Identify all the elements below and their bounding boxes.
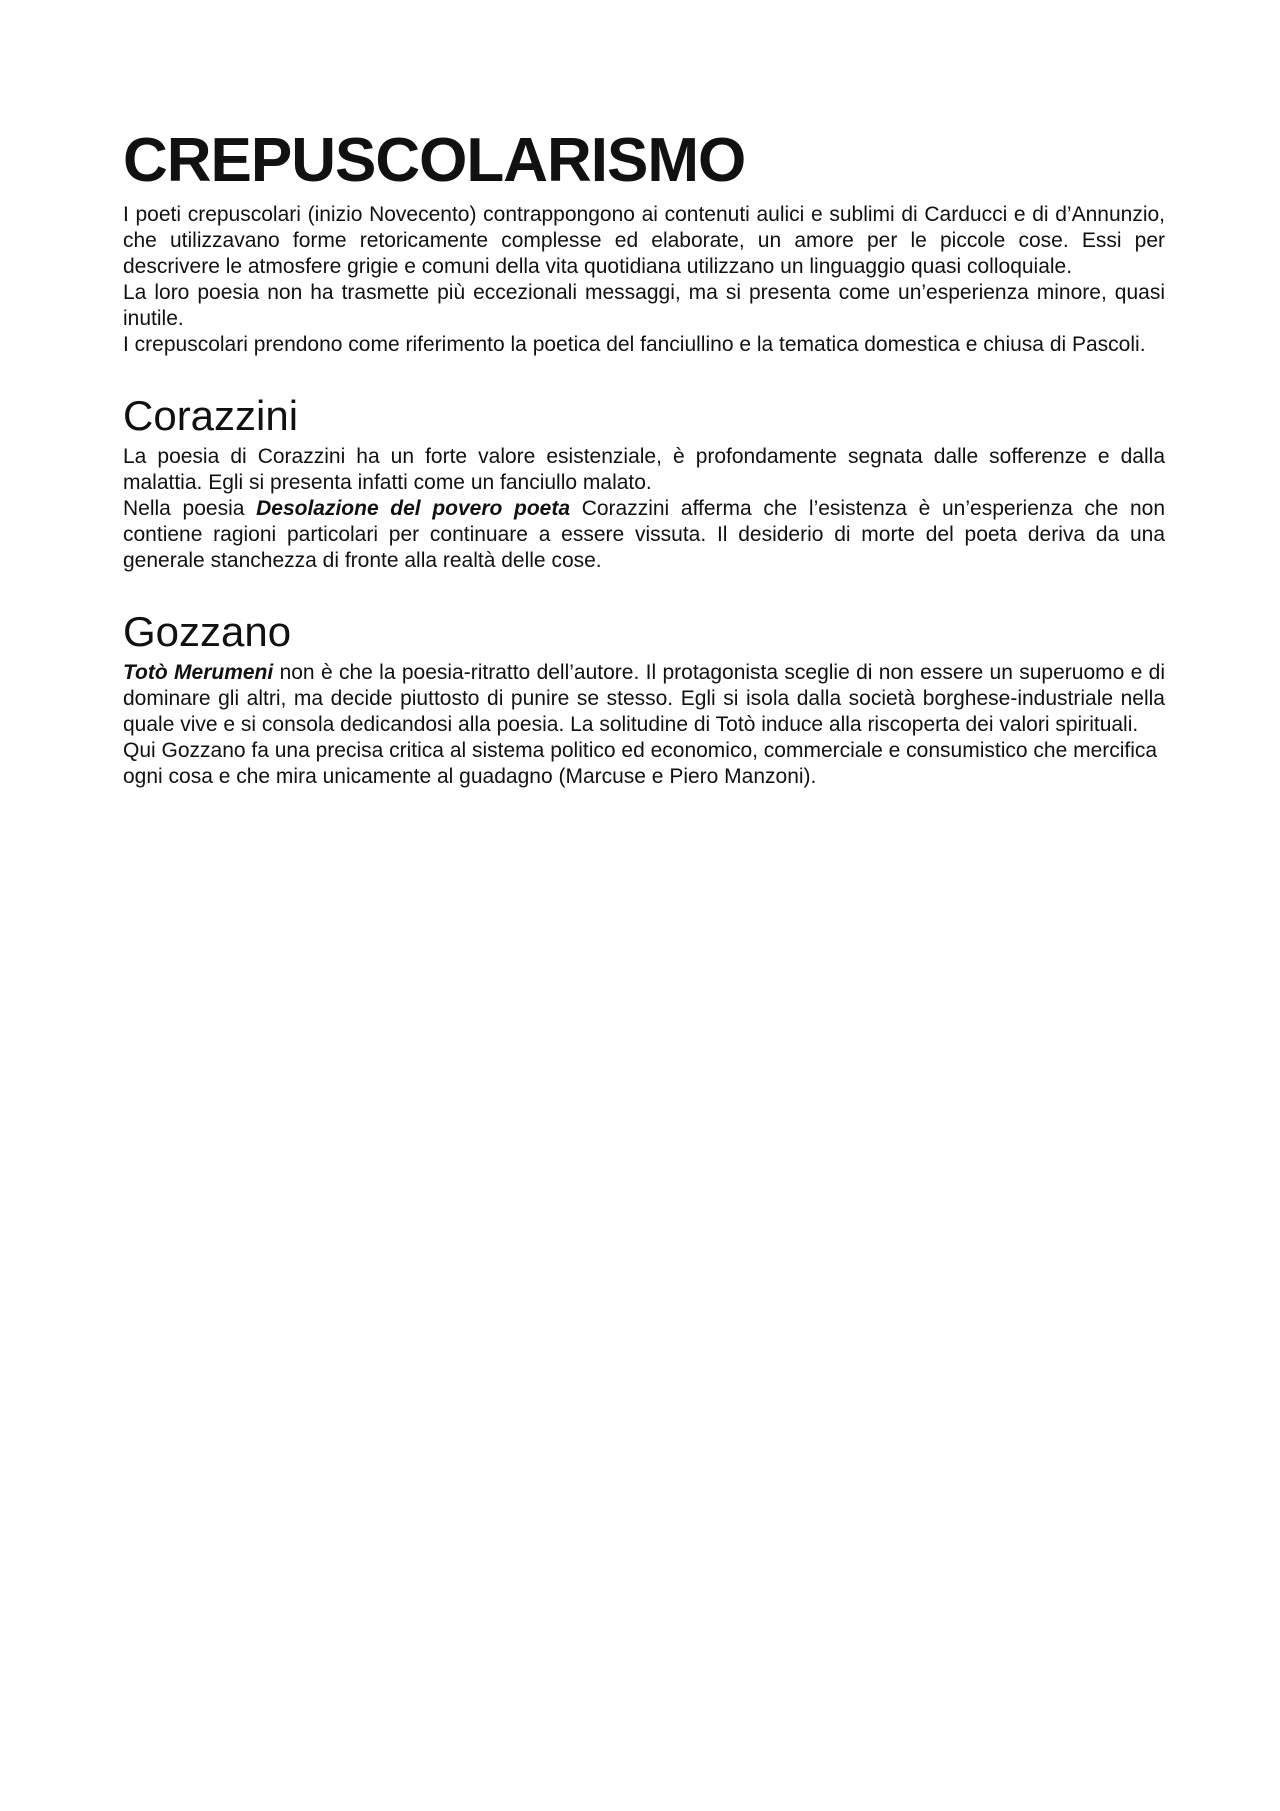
document-page: [123, 128, 1165, 790]
gozzano-paragraph-1: [123, 660, 1165, 738]
gozzano-section: [123, 608, 1165, 790]
gozzano-paragraph-2: Qui Gozzano fa una precisa critica al sistema politico ed economico, commerciale e consumistico che mercifica ogni cosa e che mira unicamente al guadagno (Marcuse e Piero Manzoni).: [123, 739, 1158, 788]
gozzano-p1-body: non è che la poesia-ritratto dell’autore. Il protagonista sceglie di non essere un superuomo e di dominare gli altri, ma decide piuttosto di punire se stesso. Egli si isola dalla società borghese-industriale nella quale vive e si consola dedicandosi alla poesia. La solitudine di Totò induce alla riscoperta dei valori spirituali.: [123, 661, 1166, 736]
document-title: CREPUSCOLARISMO: [123, 126, 746, 195]
corazzini-p2-lead: Nella poesia: [123, 497, 257, 520]
intro-paragraph-2: La loro poesia non ha trasmette più eccezionali messaggi, ma si presenta come un’esperienza minore, quasi inutile.: [123, 281, 1165, 330]
poem-title-toto-merumeni: Totò Merumeni: [123, 661, 274, 684]
corazzini-paragraph-1: La poesia di Corazzini ha un forte valore esistenziale, è profondamente segnata dalle sofferenze e dalla malattia. Egli si presenta infatti come un fanciullo malato.: [123, 445, 1165, 494]
intro-paragraph-3: I crepuscolari prendono come riferimento la poetica del fanciullino e la tematica domestica e chiusa di Pascoli.: [123, 333, 1146, 356]
poem-title-desolazione: Desolazione del povero poeta: [256, 497, 571, 520]
intro-paragraph-1: I poeti crepuscolari (inizio Novecento) contrappongono ai contenuti aulici e sublimi di Carducci e di d’Annunzio, che utilizzavano forme retoricamente complesse ed elaborate, un amore per le piccole cose. Essi per descrivere le atmosfere grigie e comuni della vita quotidiana utilizzano un linguaggio quasi colloquiale.: [123, 203, 1165, 278]
corazzini-p2-body: Corazzini afferma che l’esistenza è un’esperienza che non contiene ragioni particolari per continuare a essere vissuta. Il desiderio di morte del poeta deriva da una generale stanchezza di fronte alla realtà delle cose.: [123, 497, 1165, 572]
corazzini-section: [123, 392, 1165, 574]
corazzini-heading: Corazzini: [123, 392, 299, 439]
intro-section: [123, 202, 1165, 358]
gozzano-heading: Gozzano: [123, 608, 292, 655]
corazzini-paragraph-2: [123, 496, 1165, 574]
